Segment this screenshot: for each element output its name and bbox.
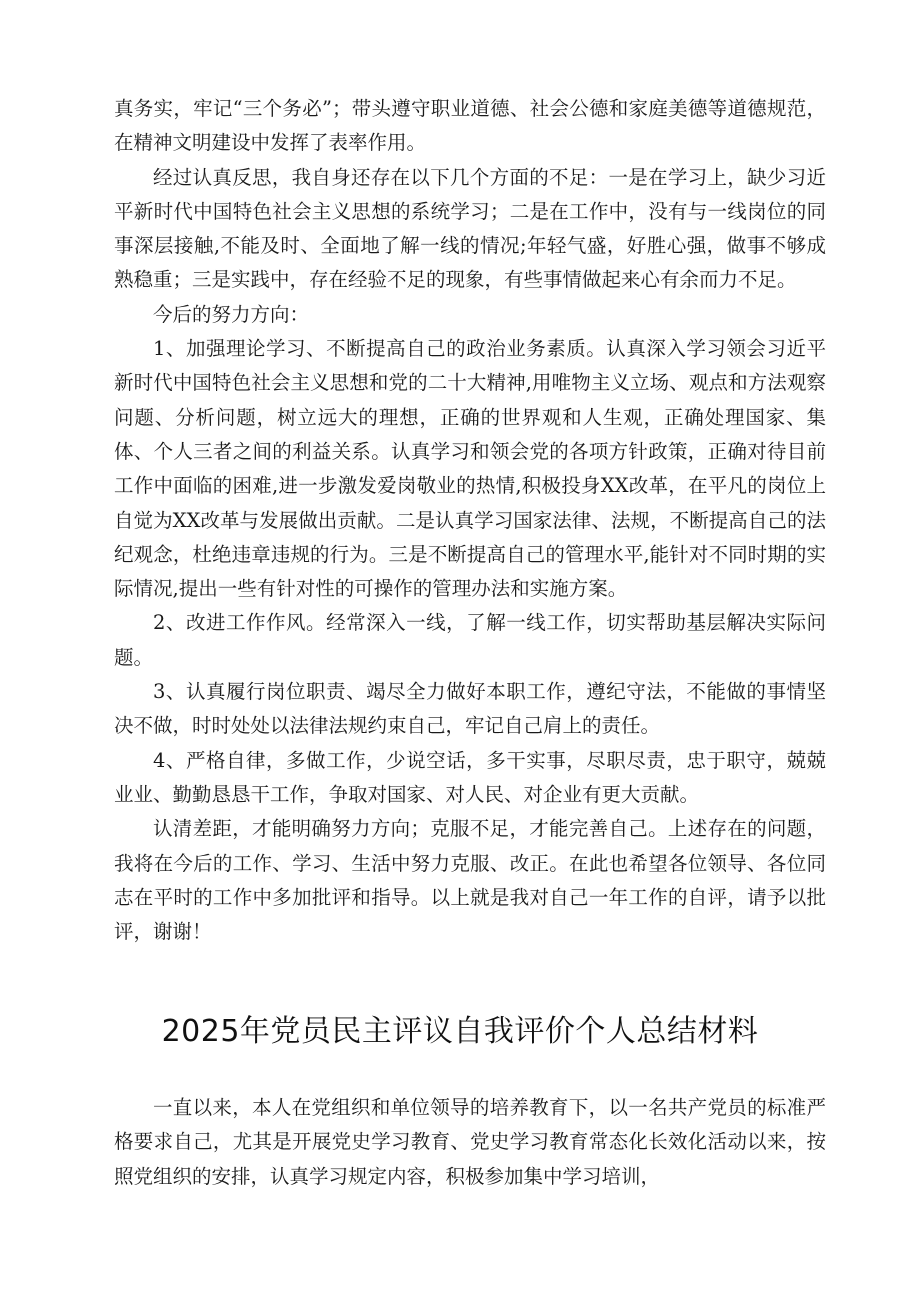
document-body-top [114,92,826,949]
document-body-bottom [114,1091,826,1194]
paragraph: 一直以来，本人在党组织和单位领导的培养教育下，以一名共产党员的标准严格要求自己，尤其是开展党史学习教育、党史学习教育常态化长效化活动以来，按照党组织的安排，认真学习规定内容，积极参加集中学习培训， [114,1096,826,1188]
paragraph: 真务实，牢记“三个务必”；带头遵守职业道德、社会公德和家庭美德等道德规范，在精神文明建设中发挥了表率作用。 [114,97,826,155]
paragraph: 1、加强理论学习、不断提高自己的政治业务素质。认真深入学习领会习近平新时代中国特色社会主义思想和党的二十大精神,用唯物主义立场、观点和方法观察问题、分析问题，树立远大的理想，正确的世界观和人生观，正确处理国家、集体、个人三者之间的利益关系。认真学习和领会党的各项方针政策，正确对待目前工作中面临的困难,进一步激发爱岗敬业的热情,积极投身XX改革，在平凡的岗位上自觉为XX改革与发展做出贡献。二是认真学习国家法律、法规，不断提高自己的法纪观念，杜绝违章违规的行为。三是不断提高自己的管理水平,能针对不同时期的实际情况,提出一些有针对性的可操作的管理办法和实施方案。 [114,337,826,601]
paragraph: 3、认真履行岗位职责、竭尽全力做好本职工作，遵纪守法，不能做的事情坚决不做，时时处处以法律法规约束自己，牢记自己肩上的责任。 [114,680,826,738]
paragraph: 4、严格自律，多做工作，少说空话，多干实事，尽职尽责，忠于职守，兢兢业业、勤勤恳恳干工作，争取对国家、对人民、对企业有更大贡献。 [114,748,826,806]
paragraph: 认清差距，才能明确努力方向；克服不足，才能完善自己。上述存在的问题，我将在今后的工作、学习、生活中努力克服、改正。在此也希望各位领导、各位同志在平时的工作中多加批评和指导。以上就是我对自己一年工作的自评，请予以批评，谢谢！ [114,817,826,944]
paragraph: 今后的努力方向： [153,302,310,326]
section-heading: 2025年党员民主评议自我评价个人总结材料 [161,1014,759,1049]
paragraph: 2、改进工作作风。经常深入一线，了解一线工作，切实帮助基层解决实际问题。 [114,611,826,669]
paragraph: 经过认真反思，我自身还存在以下几个方面的不足：一是在学习上，缺少习近平新时代中国特色社会主义思想的系统学习；二是在工作中，没有与一线岗位的同事深层接触,不能及时、全面地了解一线的情况;年轻气盛，好胜心强，做事不够成熟稳重；三是实践中，存在经验不足的现象，有些事情做起来心有余而力不足。 [114,165,826,292]
